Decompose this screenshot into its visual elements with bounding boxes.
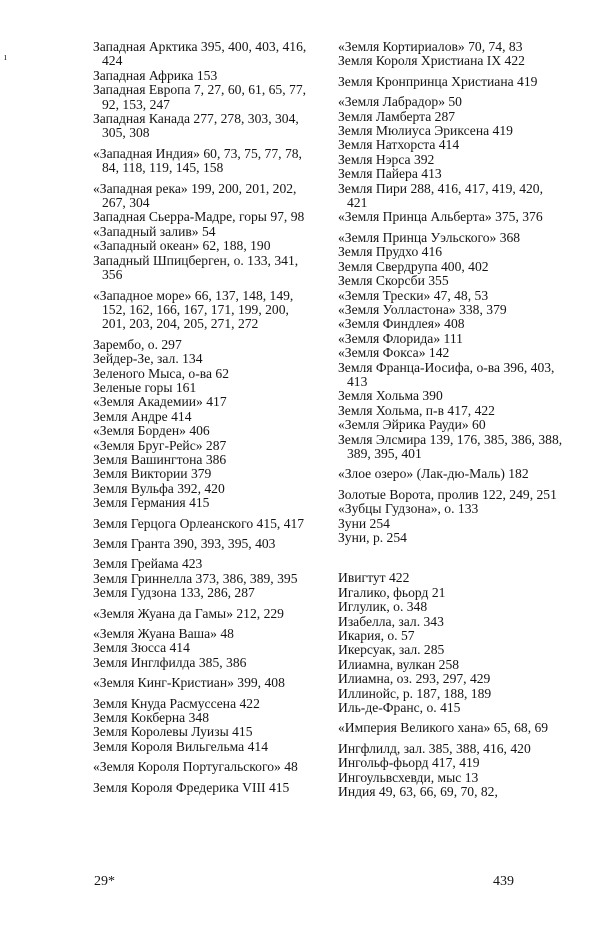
- index-entry: Земля Короля Христиана IX 422: [338, 53, 525, 69]
- index-entry: «Земля Флорида» 111: [338, 330, 463, 346]
- index-entry: «Западный океан» 62, 188, 190: [93, 238, 271, 254]
- index-entry: Земля Королевы Луизы 415: [93, 724, 253, 740]
- signature-mark: 29*: [94, 874, 115, 889]
- index-entry: Земля Виктории 379: [93, 466, 212, 482]
- index-entry: Земля Кронпринца Христиана 419: [338, 73, 538, 89]
- index-entry: Зеленые горы 161: [93, 379, 197, 395]
- index-entry: «Земля Жуана да Гамы» 212, 229: [93, 605, 284, 621]
- index-entry: Земля Кнуда Расмуссена 422: [93, 695, 260, 711]
- index-entry: Земля Пайера 413: [338, 166, 442, 182]
- index-entry: Земля Свердрупа 400, 402: [338, 258, 489, 274]
- index-entry: «Земля Уолластона» 338, 379: [338, 301, 507, 317]
- index-entry: «Злое озеро» (Лак-дю-Маль) 182: [338, 466, 529, 482]
- index-entry: «Земля Кортириалов» 70, 74, 83: [338, 39, 523, 54]
- index-entry: Земля Гриннелла 373, 386, 389, 395: [93, 570, 298, 586]
- index-entry: «Западная река» 199, 200, 201, 202, 267, 304: [93, 180, 300, 211]
- index-entry: Икерсуак, зал. 285: [338, 642, 445, 658]
- index-entry: «Земля Кинг-Кристиан» 399, 408: [93, 675, 285, 691]
- index-entry: Илиамна, оз. 293, 297, 429: [338, 671, 491, 687]
- index-entry: Ивигтут 422: [338, 570, 410, 586]
- index-entry: Западная Арктика 395, 400, 403, 416, 424: [93, 39, 310, 69]
- index-entry: Иль-де-Франс, о. 415: [338, 700, 461, 716]
- index-entry: Земля Андре 414: [93, 408, 192, 424]
- index-entry: Земля Хольма 390: [338, 388, 443, 404]
- index-entry: «Земля Короля Португальского» 48: [93, 759, 298, 775]
- index-entry: Земля Нэрса 392: [338, 151, 435, 167]
- index-entry: Земля Хольма, п-в 417, 422: [338, 402, 495, 418]
- index-entry: Зуни, р. 254: [338, 530, 407, 545]
- index-entry: Икария, о. 57: [338, 628, 415, 644]
- index-entry: «Земля Фокса» 142: [338, 345, 450, 361]
- index-entry: Ингфлилд, зал. 385, 388, 416, 420: [338, 740, 531, 756]
- index-entry: Иллинойс, р. 187, 188, 189: [338, 685, 492, 701]
- page-number: 439: [493, 874, 514, 889]
- index-entry: Земля Германия 415: [93, 495, 210, 511]
- index-entry: Земля Прудхо 416: [338, 244, 443, 260]
- index-entry: Земля Инглфилда 385, 386: [93, 654, 247, 670]
- index-entry: Земля Гранта 390, 393, 395, 403: [93, 536, 276, 551]
- index-entry: Западная Африка 153: [93, 67, 218, 83]
- index-entry: «Западное море» 66, 137, 148, 149, 152, 162, 166, 167, 171, 199, 200, 201, 203, 204, 205, 271, 272: [93, 287, 297, 332]
- index-entry: «Земля Эйрика Рауди» 60: [338, 417, 486, 433]
- index-entry: «Земля Бруг-Рейс» 287: [93, 437, 227, 453]
- index-entry: Зарембо, о. 297: [93, 336, 182, 352]
- index-entry: Игалико, фьорд 21: [338, 584, 446, 600]
- index-entry: «Западный залив» 54: [93, 223, 216, 239]
- index-entry: Земля Вашингтона 386: [93, 451, 227, 467]
- index-entry: Земля Гудзона 133, 286, 287: [93, 585, 255, 601]
- index-entry: Западная Канада 277, 278, 303, 304, 305, 308: [93, 111, 303, 141]
- index-entry: Земля Герцога Орлеанского 415, 417: [93, 515, 305, 531]
- index-entry: Ингольф-фьорд 417, 419: [338, 755, 480, 771]
- index-entry: Земля Элсмира 139, 176, 385, 386, 388, 389, 395, 401: [338, 431, 566, 461]
- index-entry: «Земля Академии» 417: [93, 394, 227, 410]
- index-entry: Земля Скорсби 355: [338, 273, 449, 289]
- index-column-right: [338, 39, 566, 800]
- index-entry: Илиамна, вулкан 258: [338, 656, 460, 672]
- index-entry: «Земля Борден» 406: [93, 423, 210, 439]
- index-entry: «Земля Принца Альберта» 375, 376: [338, 209, 543, 225]
- index-entry: Земля Натхорста 414: [338, 137, 460, 153]
- index-entry: Изабелла, зал. 343: [338, 613, 444, 629]
- index-entry: Золотые Ворота, пролив 122, 249, 251: [338, 486, 557, 502]
- index-entry: Земля Франца-Иосифа, о-ва 396, 403, 413: [338, 359, 558, 389]
- index-entry: Земля Короля Фредерика VIII 415: [93, 779, 290, 795]
- index-entry: Земля Кокберна 348: [93, 710, 209, 726]
- index-entry: Земля Мюлиуса Эриксена 419: [338, 123, 513, 139]
- index-entry: Зеленого Мыса, о-ва 62: [93, 365, 230, 381]
- index-entry: Зуни 254: [338, 515, 390, 531]
- index-entry: «Земля Финдлея» 408: [338, 316, 465, 332]
- index-entry: «Земля Трески» 47, 48, 53: [338, 287, 489, 303]
- index-entry: Индия 49, 63, 66, 69, 70, 82,: [338, 784, 498, 800]
- index-entry: Земля Зюсса 414: [93, 640, 190, 656]
- index-entry: «Земля Лабрадор» 50: [338, 94, 462, 110]
- index-entry: Земля Короля Вильгельма 414: [93, 738, 268, 754]
- index-entry: «Зубцы Гудзона», о. 133: [338, 501, 479, 517]
- index-entry: «Империя Великого хана» 65, 68, 69: [338, 720, 549, 736]
- index-entry: Ингоульвсхевди, мыс 13: [338, 769, 479, 785]
- index-entry: Иглулик, о. 348: [338, 599, 428, 615]
- index-entry: Зейдер-Зе, зал. 134: [93, 351, 203, 367]
- index-entry: «Земля Принца Уэльского» 368: [338, 229, 521, 245]
- index-entry: Земля Пири 288, 416, 417, 419, 420, 421: [338, 180, 547, 211]
- margin-tick: ı: [4, 52, 7, 63]
- index-entry: Западная Сьерра-Мадре, горы 97, 98: [93, 209, 305, 225]
- index-entry: Западный Шпицберген, о. 133, 341, 356: [93, 252, 302, 283]
- index-entry: Земля Грейама 423: [93, 556, 203, 572]
- index-column-left: [93, 40, 315, 795]
- index-entry: Земля Вульфа 392, 420: [93, 480, 225, 496]
- index-entry: «Западная Индия» 60, 73, 75, 77, 78, 84, 118, 119, 145, 158: [93, 145, 306, 176]
- index-entry: Западная Европа 7, 27, 60, 61, 65, 77, 92, 153, 247: [93, 82, 310, 112]
- index-entry: «Земля Жуана Ваша» 48: [93, 626, 234, 642]
- index-entry: Земля Ламберта 287: [338, 108, 456, 124]
